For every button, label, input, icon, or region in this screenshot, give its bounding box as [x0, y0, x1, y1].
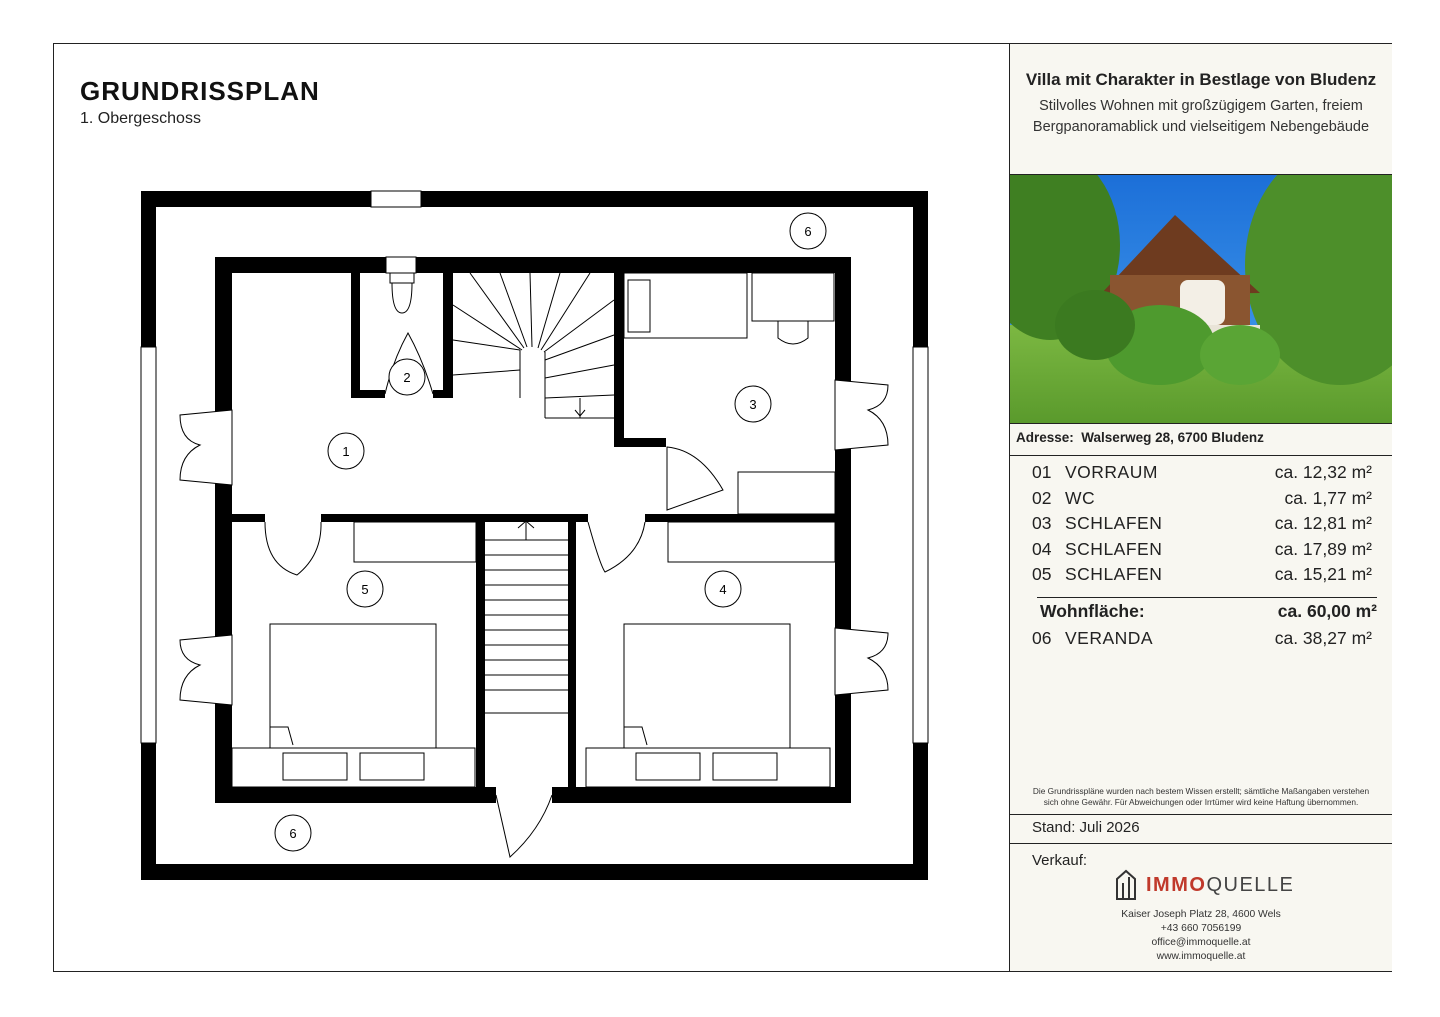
- contact-street: Kaiser Joseph Platz 28, 4600 Wels: [1121, 909, 1281, 920]
- wc-wall-left: [351, 271, 360, 398]
- wardrobe-bed4: [668, 522, 835, 562]
- listing-description: [1010, 96, 1392, 138]
- divider: [1010, 814, 1392, 815]
- room-num: 05: [1032, 564, 1052, 584]
- window-top: [371, 191, 421, 207]
- toilet-tank: [390, 273, 414, 283]
- total-area: ca. 60,00 m²: [1277, 601, 1377, 621]
- wardrobe-bed3: [752, 273, 834, 321]
- room-name: WC: [1065, 488, 1096, 508]
- address-value: Walserweg 28, 6700 Bludenz: [1081, 430, 1264, 445]
- desk-bed3: [624, 273, 747, 338]
- wc-wall-bottom: [351, 390, 385, 398]
- room-marker-3: [735, 386, 771, 422]
- room-num: 01: [1032, 462, 1052, 482]
- room-marker-2: [389, 359, 425, 395]
- house-photo: [1010, 175, 1392, 424]
- room-name: VORRAUM: [1065, 462, 1158, 482]
- straight-stair: [485, 521, 568, 713]
- living-area-total: [1040, 601, 1377, 622]
- bed-4: [624, 624, 790, 748]
- listing-title: Villa mit Charakter in Bestlage von Bludenz: [1025, 70, 1377, 89]
- bedroom3-wall-bottom: [614, 438, 666, 447]
- house-wall-bottom-right: [552, 787, 851, 803]
- brand-name: IMMOQUELLE: [1146, 873, 1295, 896]
- room-name: SCHLAFEN: [1065, 513, 1163, 533]
- room-area: ca. 38,27 m²: [1274, 628, 1372, 648]
- divider: [1010, 843, 1392, 844]
- contact-block: [1010, 908, 1392, 964]
- svg-text:1: 1: [342, 444, 350, 459]
- description-line-1: Stilvolles Wohnen mit großzügigem Garten, freiem: [1039, 98, 1363, 114]
- room-row: [1032, 513, 1372, 537]
- window-left: [141, 347, 156, 743]
- hall-wall-bottom-left: [232, 514, 265, 522]
- contact-email[interactable]: office@immoquelle.at: [1151, 937, 1251, 948]
- window-wc: [386, 257, 416, 273]
- room-marker-6-bottom: [275, 815, 311, 851]
- room-num: 03: [1032, 513, 1052, 533]
- svg-text:3: 3: [749, 397, 757, 412]
- room-row: [1032, 564, 1372, 588]
- wardrobe-bed5: [354, 522, 476, 562]
- room-area: ca. 1,77 m²: [1284, 488, 1372, 508]
- room-marker-5: [347, 571, 383, 607]
- room-area: ca. 15,21 m²: [1274, 564, 1372, 584]
- cabinet-bed3: [738, 472, 835, 514]
- disclaimer: [1010, 786, 1392, 808]
- room-row: [1032, 462, 1372, 486]
- toilet-bowl: [392, 283, 412, 313]
- door-swings: [180, 333, 888, 857]
- room-area: ca. 17,89 m²: [1274, 539, 1372, 559]
- outer-wall-top: [141, 191, 928, 207]
- bedside-bed5: [232, 748, 475, 787]
- svg-text:2: 2: [403, 370, 411, 385]
- room-row: [1032, 539, 1372, 563]
- brand-logo: [1114, 868, 1294, 902]
- house-wall-top: [215, 257, 851, 273]
- stair-wall-a: [476, 514, 485, 789]
- room-num: 02: [1032, 488, 1052, 508]
- room-num: 06: [1032, 628, 1052, 648]
- bedside-bed4: [586, 748, 830, 787]
- disclaimer-line-2: sich ohne Gewähr. Für Abweichungen oder Irrtümer wird keine Haftung übernommen.: [1043, 797, 1359, 807]
- svg-text:6: 6: [289, 826, 297, 841]
- window-right: [913, 347, 928, 743]
- address: [1016, 430, 1264, 445]
- blanket-bed4: [624, 727, 647, 745]
- divider: [1010, 455, 1392, 456]
- info-panel: [1009, 44, 1392, 971]
- chair-bed3: [778, 321, 808, 344]
- room-num: 04: [1032, 539, 1052, 559]
- walls: [141, 191, 928, 880]
- plan-title: GRUNDRISSPLAN: [80, 76, 320, 106]
- listing-header: [1010, 44, 1392, 175]
- disclaimer-line-1: Die Grundrisspläne wurden nach bestem Wissen erstellt; sämtliche Maßangaben verstehen: [1032, 786, 1370, 796]
- veranda-row: [1032, 628, 1372, 652]
- house-logo-icon: [1114, 869, 1138, 901]
- outer-wall-bottom: [141, 864, 928, 880]
- bedroom3-wall-left: [614, 271, 624, 446]
- contact-web[interactable]: www.immoquelle.at: [1156, 951, 1246, 962]
- sum-divider: [1037, 597, 1377, 598]
- room-row: [1032, 488, 1372, 512]
- description-line-2: Bergpanoramablick und vielseitigem Nebengebäude: [1032, 119, 1370, 135]
- svg-text:6: 6: [804, 224, 812, 239]
- house-wall-bottom-left: [215, 787, 496, 803]
- address-label: Adresse:: [1016, 430, 1074, 445]
- room-name: SCHLAFEN: [1065, 539, 1163, 559]
- hall-wall-bottom-mid: [321, 514, 588, 522]
- spiral-stair: [453, 273, 614, 418]
- room-marker-6-top: [790, 213, 826, 249]
- floor-name: 1. Obergeschoss: [80, 110, 201, 127]
- room-marker-4: [705, 571, 741, 607]
- contact-phone[interactable]: +43 660 7056199: [1160, 923, 1242, 934]
- house-wall-left: [215, 257, 232, 803]
- house-wall-right: [835, 257, 851, 803]
- stair-wall-b: [568, 514, 576, 789]
- sale-label: Verkauf:: [1032, 852, 1088, 869]
- stair-wall-left: [443, 271, 453, 398]
- total-label: Wohnfläche:: [1040, 601, 1145, 621]
- bed-5: [270, 624, 436, 748]
- date-stamp: Stand: Juli 2026: [1032, 819, 1140, 836]
- fixtures: [232, 273, 835, 787]
- blanket-bed5: [270, 727, 293, 745]
- svg-text:5: 5: [361, 582, 369, 597]
- room-area: ca. 12,81 m²: [1274, 513, 1372, 533]
- hall-wall-bottom-right: [645, 514, 840, 522]
- room-marker-1: [328, 433, 364, 469]
- room-name: SCHLAFEN: [1065, 564, 1163, 584]
- svg-text:4: 4: [719, 582, 727, 597]
- villa-image: [1010, 175, 1392, 423]
- room-name: VERANDA: [1065, 628, 1154, 648]
- pillow-bed3: [628, 280, 650, 332]
- room-area: ca. 12,32 m²: [1274, 462, 1372, 482]
